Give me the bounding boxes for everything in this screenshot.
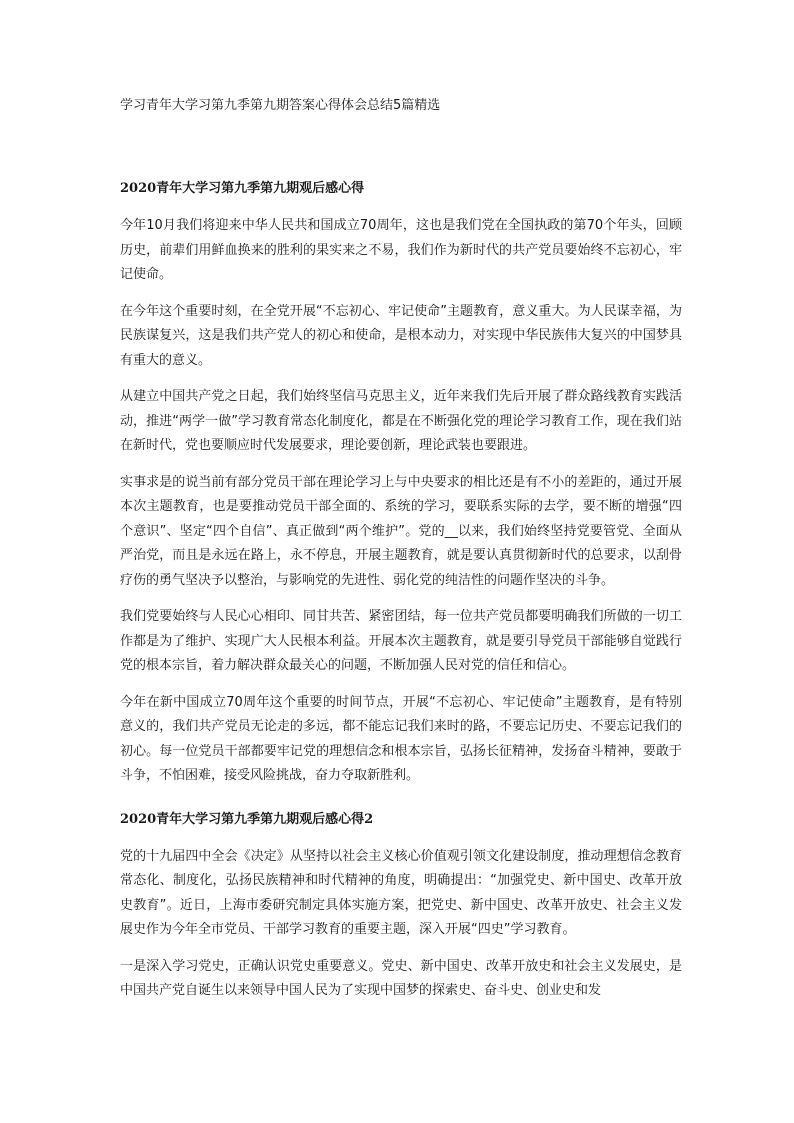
paragraph: 我们党要始终与人民心心相印、同甘共苦、紧密团结，每一位共产党员都要明确我们所做的一切工作都是为了维护、实现广大人民根本利益。开展本次主题教育，就是要引导党员干部能够自觉践行党的根本宗旨，着力解决群众最关心的问题，不断加强人民对党的信任和信心。 bbox=[120, 609, 682, 673]
paragraph: 今年在新中国成立70周年这个重要的时间节点，开展“不忘初心、牢记使命”主题教育，是有特别意义的，我们共产党员无论走的多远，都不能忘记我们来时的路，不要忘记历史、不要忘记我们的初心。每一位党员干部都要牢记党的理想信念和根本宗旨，弘扬长征精神，发扬奋斗精神，要敢于斗争，不怕困难，接受风险挑战，奋力夺取新胜利。 bbox=[120, 694, 682, 783]
section-heading-1: 2020青年大学习第九季第九期观后感心得 bbox=[120, 181, 365, 196]
paragraph: 今年10月我们将迎来中华人民共和国成立70周年，这也是我们党在全国执政的第70个年头，回顾历史，前辈们用鲜血换来的胜利的果实来之不易，我们作为新时代的共产党员要始终不忘初心，牢记使命。 bbox=[120, 218, 682, 282]
paragraph: 从建立中国共产党之日起，我们始终坚信马克思主义，近年来我们先后开展了群众路线教育实践活动，推进“两学一做”学习教育常态化制度化，都是在不断强化党的理论学习教育工作，现在我们站在新时代，党也要顺应时代发展要求，理论要创新，理论武装也要跟进。 bbox=[120, 389, 682, 453]
document-title: 学习青年大学习第九季第九期答案心得体会总结5篇精选 bbox=[120, 98, 441, 113]
paragraph: 党的十九届四中全会《决定》从坚持以社会主义核心价值观引领文化建设制度，推动理想信念教育常态化、制度化，弘扬民族精神和时代精神的角度，明确提出：“加强党史、新中国史、改革开放史教育”。近日，上海市委研究制定具体实施方案，把党史、新中国史、改革开放史、社会主义发展史作为今年全市党员、干部学习教育的重要主题，深入开展“四史”学习教育。 bbox=[120, 848, 682, 937]
section-heading-2: 2020青年大学习第九季第九期观后感心得2 bbox=[120, 811, 374, 827]
paragraph: 一是深入学习党史，正确认识党史重要意义。党史、新中国史、改革开放史和社会主义发展史，是中国共产党自诞生以来领导中国人民为了实现中国梦的探索史、奋斗史、创业史和发 bbox=[120, 958, 682, 998]
document-body bbox=[120, 176, 682, 1016]
paragraph: 在今年这个重要时刻，在全党开展“不忘初心、牢记使命”主题教育，意义重大。为人民谋幸福，为民族谋复兴，这是我们共产党人的初心和使命，是根本动力，对实现中华民族伟大复兴的中国梦具有重大的意义。 bbox=[120, 303, 682, 368]
paragraph: 实事求是的说当前有部分党员干部在理论学习上与中央要求的相比还是有不小的差距的，通过开展本次主题教育，也是要推动党员干部全面的、系统的学习，要联系实际的去学，要不断的增强“四个意识”、坚定“四个自信”、真正做到“两个维护”。党的__以来，我们始终坚持党要管党、全面从严治党，而且是永远在路上，永不停息，开展主题教育，就是要认真贯彻新时代的总要求，以刮骨疗伤的勇气坚决予以整治，与影响党的先进性、弱化党的纯洁性的问题作坚决的斗争。 bbox=[120, 474, 682, 588]
